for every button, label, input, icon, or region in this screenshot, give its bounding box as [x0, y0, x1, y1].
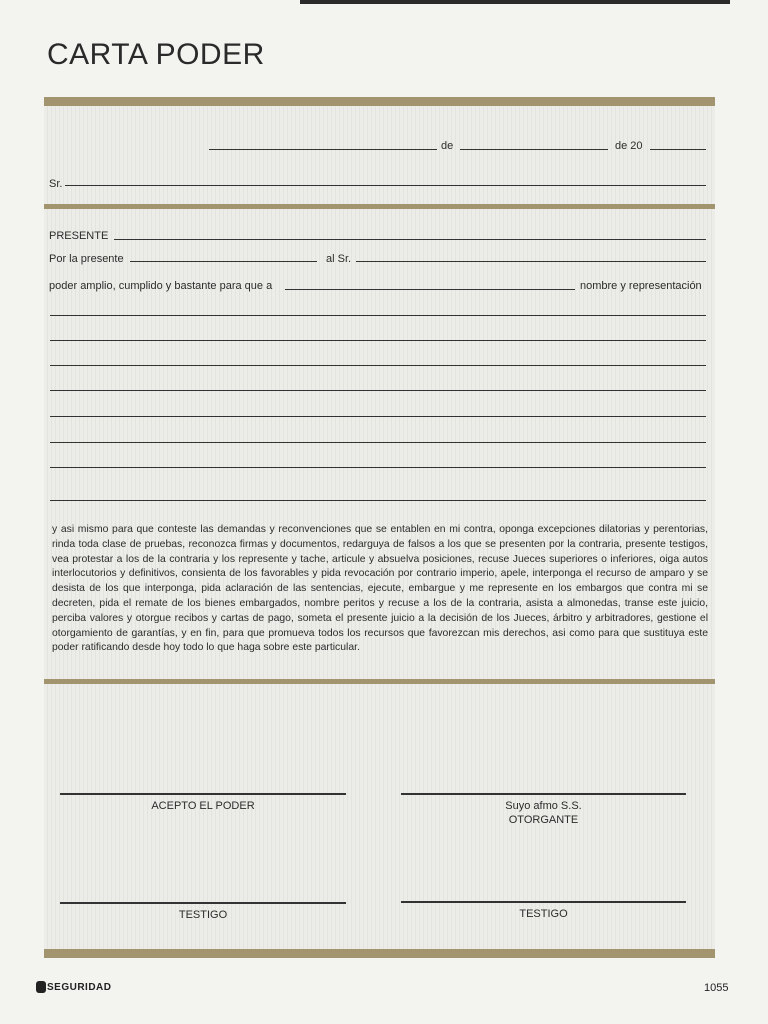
top-edge-line: [300, 0, 730, 4]
blank-line[interactable]: [50, 467, 706, 468]
grantee-blank[interactable]: [356, 261, 706, 262]
blank-line[interactable]: [50, 390, 706, 391]
por-la-presente-label: Por la presente: [49, 253, 124, 265]
presente-blank[interactable]: [114, 239, 706, 240]
brand-logo: [36, 981, 112, 993]
al-sr-label: al Sr.: [326, 253, 352, 265]
testigo-left-signature-line[interactable]: [60, 902, 346, 904]
testigo-right-label: TESTIGO: [519, 908, 568, 920]
form-bottom-band: [44, 949, 715, 958]
place-blank[interactable]: [209, 149, 437, 150]
page-title: CARTA PODER: [47, 38, 265, 71]
de-label-1: de: [441, 140, 454, 152]
blank-line[interactable]: [50, 442, 706, 443]
blank-line[interactable]: [50, 500, 706, 501]
form-top-band: [44, 97, 715, 106]
testigo-left-label: TESTIGO: [178, 909, 228, 921]
poder-amplio-label: poder amplio, cumplido y bastante para que a: [49, 280, 273, 292]
otorgante-label: OTORGANTE: [508, 814, 579, 826]
powers-paragraph: y asi mismo para que conteste las demandas y reconvenciones que se entablen en mi contra, oponga excepciones dilatorias y perentorias, rinda toda clase de pruebas, reconozca firmas y documentos, redarguya de falsos a los que se presenten por la contraria, presente testigos, vea protestar a los de la contraria y los represente y tache, articule y absuelva posiciones, recuse Jueces superiores o inferiores, oiga autos interlocutorios y definitivos, consienta de los favorables y pida revocación por contrario imperio, apele, interponga el recurso de amparo y se desista de los que interponga, pida aclaración de las sentencias, ejecute, embargue y me represente en los embargos que contra mi se decreten, pida el remate de los bienes embargados, nombre peritos y recuse a los de la contraria, asista a almonedas, transe este juicio, perciba valores y otorgue recibos y cartas de pago, someta el presente juicio a la decisión de los Jueces, árbitro y arbitradores, gestione el otorgamiento de garantías, y en fin, para que promueva todos los recursos que favorezcan mis derechos, asi como para que sustituya este poder ratificando desde hoy todo lo que haga sobre este particular.: [52, 524, 708, 654]
nombre-representacion-label: nombre y representación: [580, 280, 702, 292]
en-nombre-blank[interactable]: [285, 289, 575, 290]
otorgante-signature-line[interactable]: [401, 793, 686, 795]
form-band-3: [44, 679, 715, 684]
blank-line[interactable]: [50, 416, 706, 417]
acepto-label: ACEPTO EL PODER: [151, 800, 255, 812]
sr-label: Sr.: [49, 178, 63, 190]
blank-line[interactable]: [50, 365, 706, 366]
form-band-2: [44, 204, 715, 209]
blank-line[interactable]: [50, 315, 706, 316]
year-blank[interactable]: [650, 149, 706, 150]
sr-blank[interactable]: [65, 185, 706, 186]
de-label-2: de 20: [615, 140, 643, 152]
logo-text: SEGURIDAD: [47, 981, 112, 993]
suyo-label: Suyo afmo S.S.: [505, 800, 582, 812]
testigo-right-signature-line[interactable]: [401, 901, 686, 903]
logo-mark-icon: [36, 981, 46, 993]
day-month-blank[interactable]: [460, 149, 608, 150]
acepto-signature-line[interactable]: [60, 793, 346, 795]
blank-line[interactable]: [50, 340, 706, 341]
grantor-blank[interactable]: [130, 261, 317, 262]
page-number: 1055: [704, 982, 729, 994]
presente-label: PRESENTE: [49, 230, 109, 242]
